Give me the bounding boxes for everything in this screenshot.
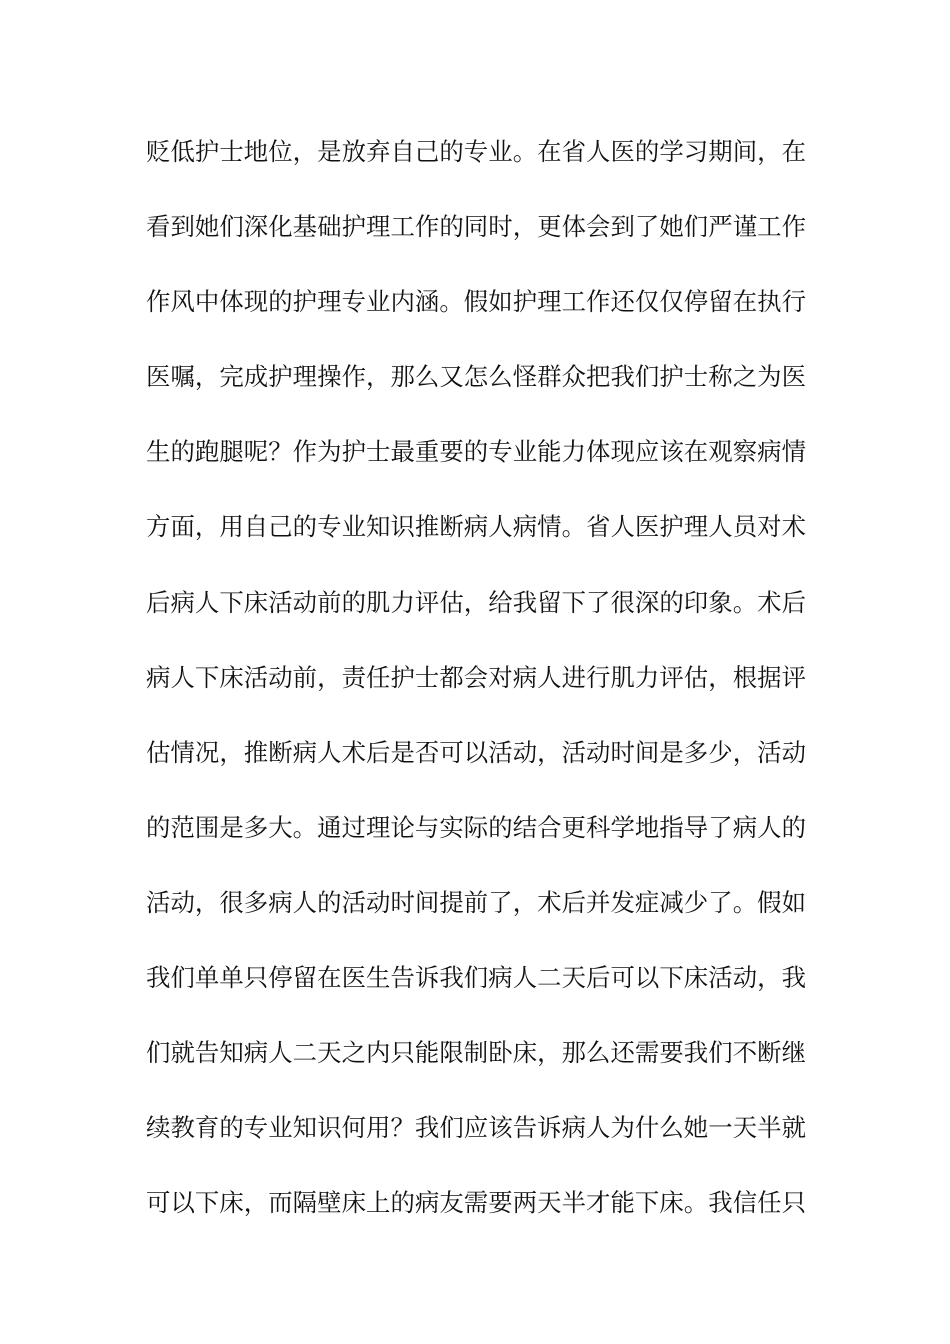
text-line: 的范围是多大。通过理论与实际的结合更科学地指导了病人的 bbox=[146, 812, 806, 842]
text-line: 我们单单只停留在医生告诉我们病人二天后可以下床活动，我 bbox=[146, 963, 806, 993]
text-line: 后病人下床活动前的肌力评估，给我留下了很深的印象。术后 bbox=[146, 587, 806, 617]
text-line: 贬低护士地位，是放弃自己的专业。在省人医的学习期间，在 bbox=[146, 137, 806, 166]
text-line: 生的跑腿呢？作为护士最重要的专业能力体现应该在观察病情 bbox=[146, 437, 806, 467]
text-line: 活动，很多病人的活动时间提前了，术后并发症减少了。假如 bbox=[146, 887, 806, 917]
text-line: 作风中体现的护理专业内涵。假如护理工作还仅仅停留在执行 bbox=[146, 287, 806, 317]
text-line: 可以下床，而隔壁床上的病友需要两天半才能下床。我信任只 bbox=[146, 1188, 806, 1218]
text-line: 估情况，推断病人术后是否可以活动，活动时间是多少，活动 bbox=[146, 737, 806, 767]
text-line: 方面，用自己的专业知识推断病人病情。省人医护理人员对术 bbox=[146, 512, 806, 542]
body-text bbox=[146, 129, 806, 1255]
text-line: 病人下床活动前，责任护士都会对病人进行肌力评估，根据评 bbox=[146, 662, 806, 692]
text-line: 们就告知病人二天之内只能限制卧床，那么还需要我们不断继 bbox=[146, 1038, 806, 1068]
text-line: 看到她们深化基础护理工作的同时，更体会到了她们严谨工作 bbox=[146, 212, 806, 242]
text-line: 续教育的专业知识何用？我们应该告诉病人为什么她一天半就 bbox=[146, 1113, 806, 1143]
text-line: 医嘱，完成护理操作，那么又怎么怪群众把我们护士称之为医 bbox=[146, 362, 806, 392]
